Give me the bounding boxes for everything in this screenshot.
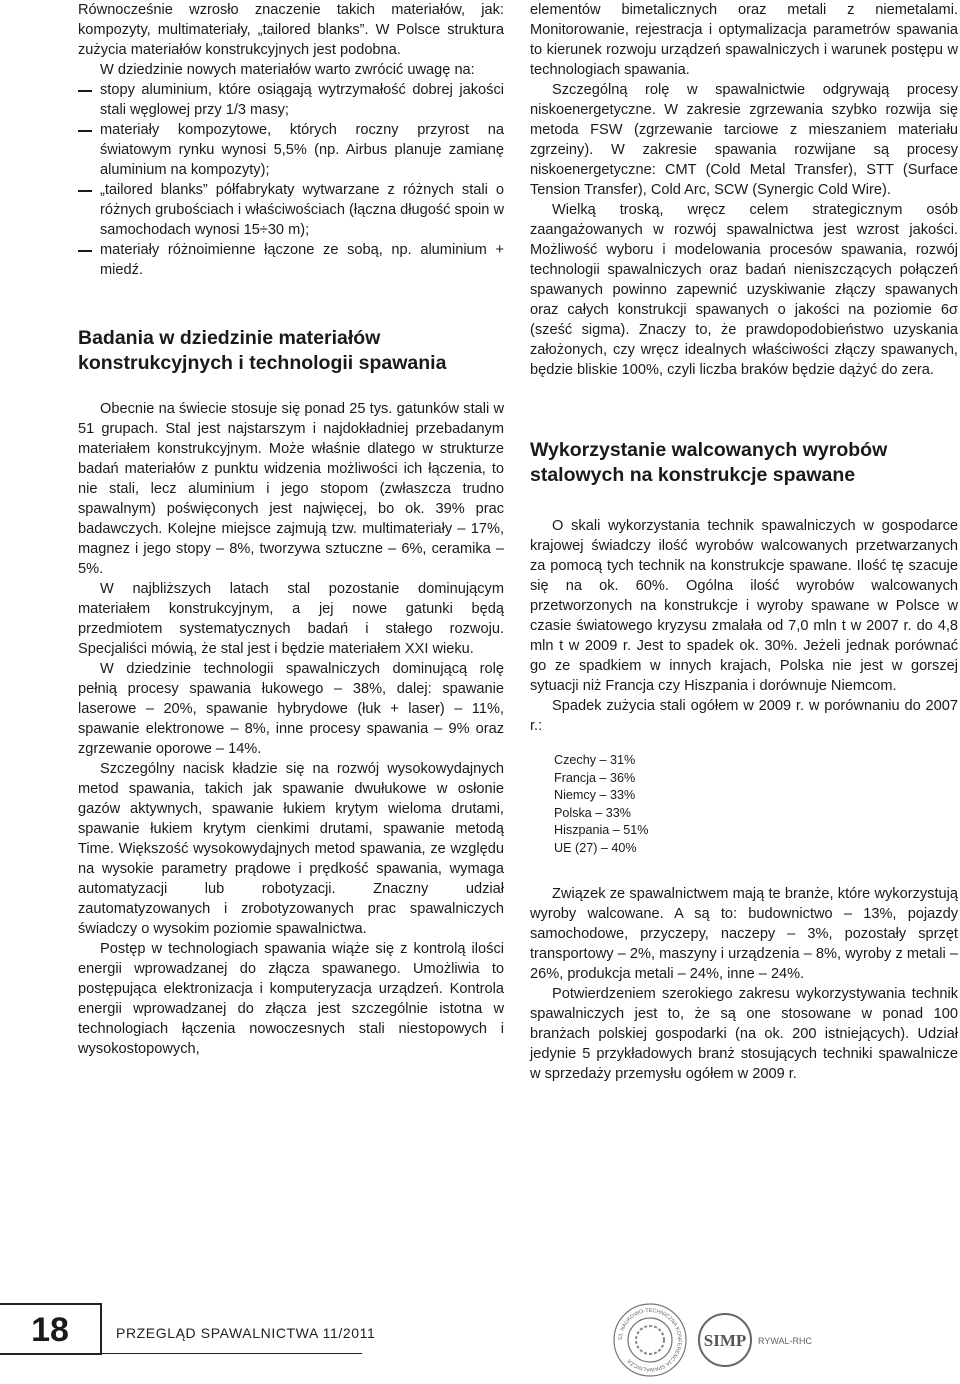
- paragraph: Związek ze spawalnictwem mają te branże, które wykorzystują wyroby walcowane. A są to: budownictwo – 13%, pojazdy samochodowe, przyczepy, naczepy – 3%, pozostały sprzęt transportowy – 2%, maszyny i urządzenia – 8%, wyroby z metali – 26%, produkcja metali – 24%, inne – 24%.: [530, 885, 958, 982]
- logo-ring-inner: [628, 1318, 672, 1362]
- list-item: materiały kompozytowe, których roczny przyrost na światowym rynku wynosi 5,5% (np. Airbus planuje zamianę aluminium na kompozyty);: [78, 120, 504, 180]
- list-item: stopy aluminium, które osiągają wytrzymałość dobrej jakości stali węglowej przy 1/3 masy;: [78, 80, 504, 120]
- conference-logo: [610, 1300, 870, 1380]
- paragraph: Spadek zużycia stali ogółem w 2009 r. w porównaniu do 2007 r.:: [530, 698, 958, 734]
- paragraph: W dziedzinie technologii spawalniczych dominującą rolę pełnią procesy spawania łukowego – 38%, dalej: spawanie laserowe – 20%, spawanie hybrydowe (łuk + laser) – 11%, spawanie elektronowe – 8%, inne procesy spawania – 9% oraz zgrzewanie oporowe – 14%.: [78, 661, 504, 757]
- stats-item: Niemcy – 33%: [554, 788, 636, 803]
- logo-ring-outer: [614, 1304, 686, 1376]
- paragraph: O skali wykorzystania technik spawalniczych w gospodarce krajowej świadczy ilość wyrobów walcowanych przetwarzanych za pomocą tych technik na konstrukcje spawane. Ilość tę szacuje się na ok. 60%. Ogólna ilość wyrobów walcowanych przetworzonych na konstrukcje i wyroby spawane w Polsce w czasie światowego kryzysu zmalała od 7,0 mln t w 2007 r. do 4,8 mln t w 2009 r. Jest to spadek ok. 30%. Jeżeli jednak porównać go ze spadkiem w innych krajach, Polska nie jest w gorszej sytuacji niż Francja czy Hiszpania i dorównuje Niemcom.: [530, 518, 958, 694]
- gear-icon: [636, 1326, 664, 1354]
- paragraph: Wielką troską, wręcz celem strategicznym osób zaangażowanych w rozwój spawalnictwa jest wzrost jakości. Możliwość wyboru i modelowania procesów spawania, rozwój technologii spawalniczych oraz badań nieniszczących połączeń spawanych powinno zapewnić uzyskiwanie złączy spawanych oraz całych konstrukcji spawanych o jakości na poziomie 6σ (sześć sigma). Znaczy to, że prawdopodobieństwo uzyskania założonych, czy wręcz idealnych właściwości złączy spawanych, będzie bliskie 100%, czyli liczba braków będzie dążyć do zera.: [530, 202, 958, 378]
- stats-item: Polska – 33%: [554, 805, 632, 820]
- list-item: „tailored blanks” półfabrykaty wytwarzane z różnych stali o różnych grubościach i właściwościach (łączna długość spoin w samochodach wynosi 15÷30 m);: [78, 180, 504, 240]
- page-number: 18: [0, 1303, 102, 1355]
- section-heading: Badania w dziedzinie materiałów konstrukcyjnych i technologii spawania: [78, 327, 447, 374]
- paragraph: Postęp w technologiach spawania wiąże się z kontrolą ilości energii wprowadzanej do złącza spawanego. Umożliwia to postępująca elektronizacja i komputeryzacja urządzeń. Kontrola energii wprowadzanej do złącza jest szczególnie istotna w technologiach łączenia nowoczesnych stali niestopowych i wysokostopowych,: [78, 941, 504, 1057]
- right-column: [530, 0, 958, 1084]
- paragraph: W dziedzinie nowych materiałów warto zwrócić uwagę na:: [100, 62, 475, 78]
- bullet-list: [78, 80, 504, 280]
- logo-side-text: RYWAL-RHC: [758, 1336, 813, 1346]
- logo-ring-text: 53. NAUKOWO-TECHNICZNA KONFERENCJA SPAWALNICZA: [617, 1307, 683, 1373]
- paragraph: elementów bimetalicznych oraz metali z niemetalami. Monitorowanie, rejestracja i optymalizacja parametrów spawania to kierunek rozwoju urządzeń spawalniczych i warunek postępu w technologiach spawania.: [530, 2, 958, 78]
- section-heading: Wykorzystanie walcowanych wyrobów stalowych na konstrukcje spawane: [530, 439, 888, 486]
- paragraph: W najbliższych latach stal pozostanie dominującym materiałem konstrukcyjnym, a jej nowe gatunki będą przedmiotem systematycznych badań i stałego rozwoju. Specjaliści mówią, że stal jest i będzie materiałem XXI wieku.: [78, 581, 504, 657]
- paragraph: Szczególny nacisk kładzie się na rozwój wysokowydajnych metod spawania, takich jak spawanie dwułukowe w osłonie gazów aktywnych, spawanie łukiem krytym wieloma drutami, spawanie łukiem krytym cienkimi drutami, spawanie metodą Time. Większość wysokowydajnych metod spawania, ze względu na wysokie parametry prądowe i prędkość spawania, wymaga automatyzacji lub robotyzacji. Znaczny udział zautomatyzowanych i zrobotyzowanych prac spawalniczych świadczy o wysokim poziomie spawalnictwa.: [78, 761, 504, 937]
- paragraph: Równocześnie wzrosło znaczenie takich materiałów, jak: kompozyty, multimateriały, „tailored blanks”. W Polsce struktura zużycia materiałów konstrukcyjnych jest podobna.: [78, 2, 504, 58]
- stats-item: Hiszpania – 51%: [554, 823, 649, 838]
- stats-item: Francja – 36%: [554, 770, 636, 785]
- footer-rule: [102, 1353, 362, 1354]
- journal-title: PRZEGLĄD SPAWALNICTWA 11/2011: [116, 1325, 376, 1341]
- stats-item: Czechy – 31%: [554, 753, 636, 767]
- stats-item: UE (27) – 40%: [554, 840, 637, 855]
- left-column: [78, 0, 504, 1059]
- paragraph: Obecnie na świecie stosuje się ponad 25 tys. gatunków stali w 51 grupach. Stal jest najstarszym i najdokładniej przebadanym materiałem konstrukcyjnym. Może właśnie dlatego w strukturze badań materiałów z punktu widzenia możliwości ich łączenia, to nie stali, lecz aluminium i jego stopom (zwłaszcza trudno spawalnym) poświęconych jest najwięcej, bo ok. 39% prac badawczych. Kolejne miejsce zajmują tzw. multimateriały – 17%, magnez i jego stopy – 8%, tworzywa sztuczne – 6%, ceramika – 5%.: [78, 401, 504, 577]
- list-item: materiały różnoimienne łączone ze sobą, np. aluminium + miedź.: [78, 240, 504, 280]
- paragraph: Potwierdzeniem szerokiego zakresu wykorzystywania technik spawalniczych jest to, że są one stosowane w ponad 100 branżach polskiej gospodarki (na ok. 200 istniejących). Udział jedynie 5 przykładowych branż stosujących techniki spawalnicze w sprzedaży przemysłu ogółem w 2009 r.: [530, 985, 958, 1082]
- paragraph: Szczególną rolę w spawalnictwie odgrywają procesy niskoenergetyczne. W zakresie zgrzewania szybko rozwija się metoda FSW (zgrzewanie tarciowe z mieszaniem materiału zgrzeiny). W zakresie spawania rozwijane są procesy niskoenergetyczne: CMT (Cold Metal Transfer), STT (Surface Tension Transfer), Cold Arc, SCW (Synergic Cold Wire).: [530, 82, 958, 198]
- logo-center-text: SIMP: [703, 1331, 747, 1350]
- stats-list: [554, 752, 958, 858]
